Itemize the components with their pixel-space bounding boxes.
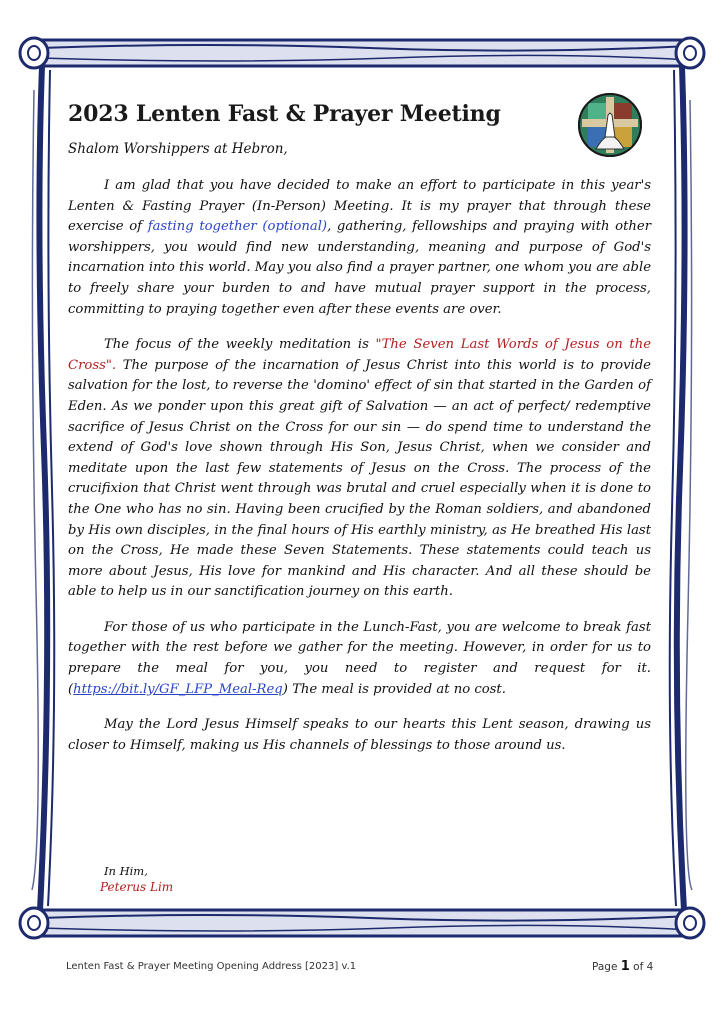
stained-glass-praying-hands-icon — [578, 93, 642, 157]
paragraph-text: The purpose of the incarnation of Jesus Christ into this world is to provide salvation for the lost, to reverse the 'domino' effect of sin that started in the Garden of Eden. As we ponder upon this great gift of Salvation — an act of perfect/ redemptive sacrifice of Jesus Christ on the Cross for our sin — do spend time to understand the extend of God's love shown through His Son, Jesus Christ, when we consider and meditate upon the last few statements of Jesus on the Cross. The process of the crucifixion that Christ went through was brutal and cruel especially when it is done to the One who has no sin. Having been crucified by the Roman soldiers, and abandoned by His own disciples, in the final hours of His earthly ministry, as He breathed His last on the Cross, He made these Seven Statements. These statements could teach us more about Jesus, His love for mankind and His character. And all these should be able to help us in our sanctification journey on this earth. — [68, 357, 651, 600]
meal-request-link[interactable]: https://bit.ly/GF_LFP_Meal-Req — [73, 681, 283, 697]
paragraph-text: The focus of the weekly meditation is — [104, 337, 376, 353]
paragraph-1 — [68, 176, 651, 320]
paragraph-text: ) The meal is provided at no cost. — [282, 681, 506, 697]
letter-body — [68, 176, 651, 771]
paragraph-4 — [68, 715, 651, 756]
paragraph-2 — [68, 335, 651, 603]
page-total: of 4 — [633, 961, 654, 973]
signature: Peterus Lim — [100, 880, 174, 894]
page-current: 1 — [620, 959, 630, 974]
closing: In Him, — [104, 864, 148, 878]
paragraph-3 — [68, 618, 651, 700]
paragraph-text: I am glad that you have decided to make an effort to participate in this year's Lenten & Fasting Prayer (In-Person) Meeting. It is my prayer that through these exercise of — [68, 178, 651, 235]
footer-document-title: Lenten Fast & Prayer Meeting Opening Address [2023] v.1 — [66, 961, 357, 972]
page-title: 2023 Lenten Fast & Prayer Meeting — [68, 101, 501, 127]
paragraph-text: May the Lord Jesus Himself speaks to our hearts this Lent season, drawing us closer to Himself, making us His channels of blessings to those around us. — [68, 717, 651, 753]
paragraph-text: , gathering, fellowships and praying with other worshippers, you would find new understanding, meaning and purpose of God's incarnation into this world. May you also find a prayer partner, one whom you are able to freely share your burden to and have mutual prayer support in the process, committing to praying together even after these events are over. — [68, 219, 652, 317]
page-label: Page — [592, 961, 618, 973]
meditation-theme: "The Seven Last Words of Jesus on the Cross". — [68, 337, 651, 373]
page-number — [592, 959, 653, 974]
paragraph-text: For those of us who participate in the Lunch-Fast, you are welcome to break fast together with the rest before we gather for the meeting. However, in order for us to prepare the meal for you, you need to register and request for it. ( — [68, 619, 651, 697]
fasting-together-link[interactable]: fasting together (optional) — [147, 219, 328, 235]
salutation: Shalom Worshippers at Hebron, — [68, 141, 288, 157]
